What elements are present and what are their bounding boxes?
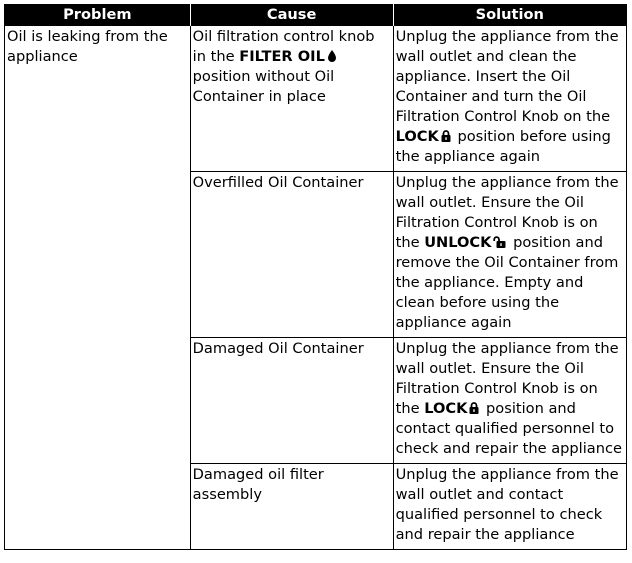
cause-cell: Overfilled Oil Container (190, 172, 393, 338)
header-problem: Problem (5, 4, 191, 26)
solution-bold-text: UNLOCK (424, 234, 492, 251)
solution-bold-text: LOCK (424, 400, 468, 417)
troubleshooting-table (4, 4, 627, 550)
solution-cell (393, 338, 626, 464)
header-cause: Cause (190, 4, 393, 26)
solution-text-end: position and remove the Oil Container from the appliance. Empty and clean before using the appliance again (395, 234, 619, 331)
troubleshooting-table-wrapper (4, 4, 627, 550)
lock-icon (441, 130, 451, 142)
solution-text: Unplug the appliance from the wall outlet and clean the appliance. Insert the Oil Container and turn the Oil Filtration Control Knob on the (395, 28, 619, 125)
solution-text-end: position and contact qualified personnel to check and repair the appliance (395, 400, 622, 457)
cause-text-end: position without Oil Container in place (192, 68, 335, 105)
header-solution: Solution (393, 4, 626, 26)
problem-cell: Oil is leaking from the appliance (5, 26, 191, 550)
solution-text-end: position before using the appliance again (395, 128, 611, 165)
cause-cell: Damaged oil filter assembly (190, 464, 393, 550)
solution-bold-text: LOCK (395, 128, 439, 145)
unlock-icon (493, 236, 506, 248)
solution-text: Unplug the appliance from the wall outlet. Ensure the Oil Filtration Control Knob is on the (395, 340, 619, 417)
solution-text: Unplug the appliance from the wall outlet. Ensure the Oil Filtration Control Knob is on the (395, 174, 619, 251)
cause-bold-text: FILTER OIL (239, 48, 325, 65)
oil-drop-icon (327, 50, 337, 62)
table-row (5, 26, 627, 172)
lock-icon (469, 402, 479, 414)
cause-cell (190, 26, 393, 172)
cause-cell: Damaged Oil Container (190, 338, 393, 464)
solution-cell (393, 26, 626, 172)
solution-cell (393, 172, 626, 338)
solution-cell: Unplug the appliance from the wall outlet and contact qualified personnel to check and repair the appliance (393, 464, 626, 550)
header-row (5, 4, 627, 26)
cause-text: Oil filtration control knob in the (192, 28, 375, 65)
